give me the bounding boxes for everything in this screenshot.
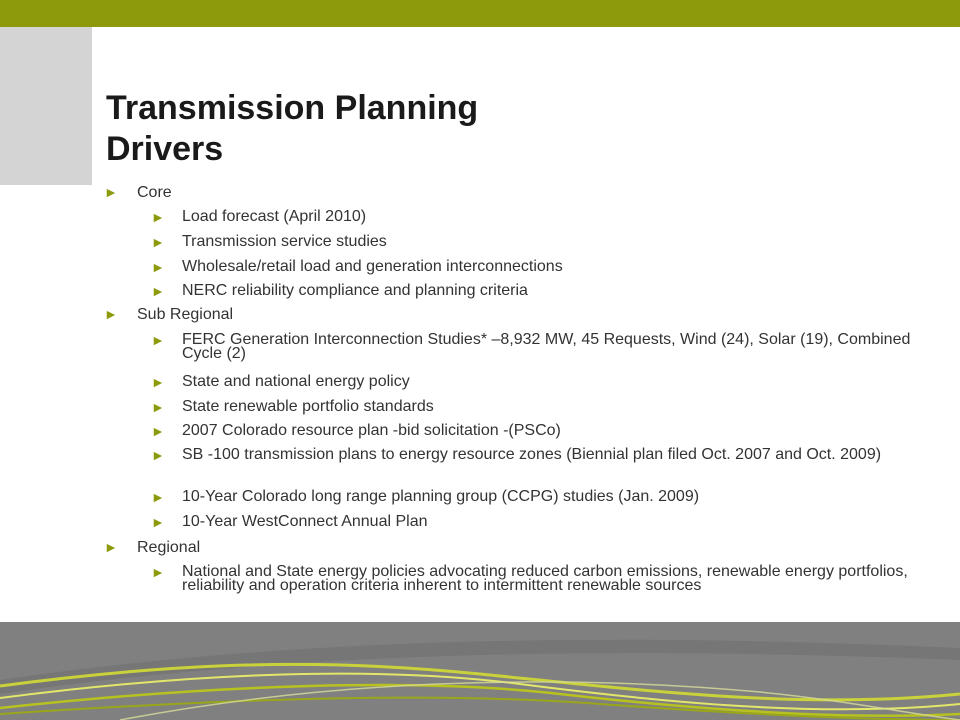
bullet-label: Sub Regional bbox=[137, 306, 234, 323]
sub-bullet-text: NERC reliability compliance and planning criteria bbox=[182, 282, 528, 299]
slide-title bbox=[106, 88, 478, 170]
sub-bullet-text: SB -100 transmission plans to energy resource zones (Biennial plan filed Oct. 2007 and Oct. 2009) bbox=[182, 446, 882, 463]
arrow-icon: ► bbox=[151, 399, 165, 415]
arrow-icon: ► bbox=[151, 374, 165, 390]
arrow-icon: ► bbox=[151, 423, 165, 439]
arrow-icon: ► bbox=[151, 332, 165, 348]
top-accent-bar bbox=[0, 0, 960, 27]
sub-bullet-text: FERC Generation Interconnection Studies* –8,932 MW, 45 Requests, Wind (24), Solar (19), Combined Cycle (2) bbox=[182, 331, 911, 362]
sub-bullet bbox=[151, 490, 911, 504]
sub-bullet bbox=[151, 210, 911, 224]
sub-bullet-text: 10-Year Colorado long range planning group (CCPG) studies (Jan. 2009) bbox=[182, 488, 700, 505]
arrow-icon: ► bbox=[104, 184, 118, 200]
sub-bullet-text: State renewable portfolio standards bbox=[182, 398, 434, 415]
bullet-label: Regional bbox=[137, 539, 201, 556]
title-line-2: Drivers bbox=[106, 130, 224, 168]
arrow-icon: ► bbox=[151, 514, 165, 530]
sub-bullet-text: National and State energy policies advocating reduced carbon emissions, renewable energy portfolios, reliability and operation criteria inherent to intermittent renewable sources bbox=[182, 563, 908, 594]
sub-bullet-text: Load forecast (April 2010) bbox=[182, 208, 367, 225]
sub-bullet-text: 2007 Colorado resource plan -bid solicitation -(PSCo) bbox=[182, 422, 561, 439]
arrow-icon: ► bbox=[104, 539, 118, 555]
sub-bullet bbox=[151, 284, 911, 298]
arrow-icon: ► bbox=[151, 234, 165, 250]
sub-bullet bbox=[151, 375, 911, 389]
arrow-icon: ► bbox=[151, 283, 165, 299]
arrow-icon: ► bbox=[151, 209, 165, 225]
sub-bullet bbox=[151, 565, 911, 593]
sub-bullet bbox=[151, 400, 911, 414]
arrow-icon: ► bbox=[104, 306, 118, 322]
side-gray-block bbox=[0, 27, 92, 185]
sub-bullet bbox=[151, 235, 911, 249]
sub-bullet-text: State and national energy policy bbox=[182, 373, 410, 390]
arrow-icon: ► bbox=[151, 489, 165, 505]
bullet-core bbox=[104, 184, 172, 202]
bullet-regional bbox=[104, 539, 200, 557]
sub-bullet bbox=[151, 260, 911, 274]
bullet-label: Core bbox=[137, 184, 172, 201]
sub-bullet-text: 10-Year WestConnect Annual Plan bbox=[182, 513, 428, 530]
sub-bullet bbox=[151, 424, 911, 438]
footer-swoosh-graphic bbox=[0, 622, 960, 720]
title-line-1: Transmission Planning bbox=[106, 89, 479, 127]
sub-bullet bbox=[151, 333, 911, 361]
sub-bullet bbox=[151, 448, 911, 462]
arrow-icon: ► bbox=[151, 447, 165, 463]
sub-bullet bbox=[151, 515, 911, 529]
arrow-icon: ► bbox=[151, 259, 165, 275]
sub-bullet-text: Transmission service studies bbox=[182, 233, 387, 250]
footer-band bbox=[0, 622, 960, 720]
arrow-icon: ► bbox=[151, 564, 165, 580]
bullet-sub-regional bbox=[104, 306, 233, 324]
sub-bullet-text: Wholesale/retail load and generation interconnections bbox=[182, 258, 563, 275]
